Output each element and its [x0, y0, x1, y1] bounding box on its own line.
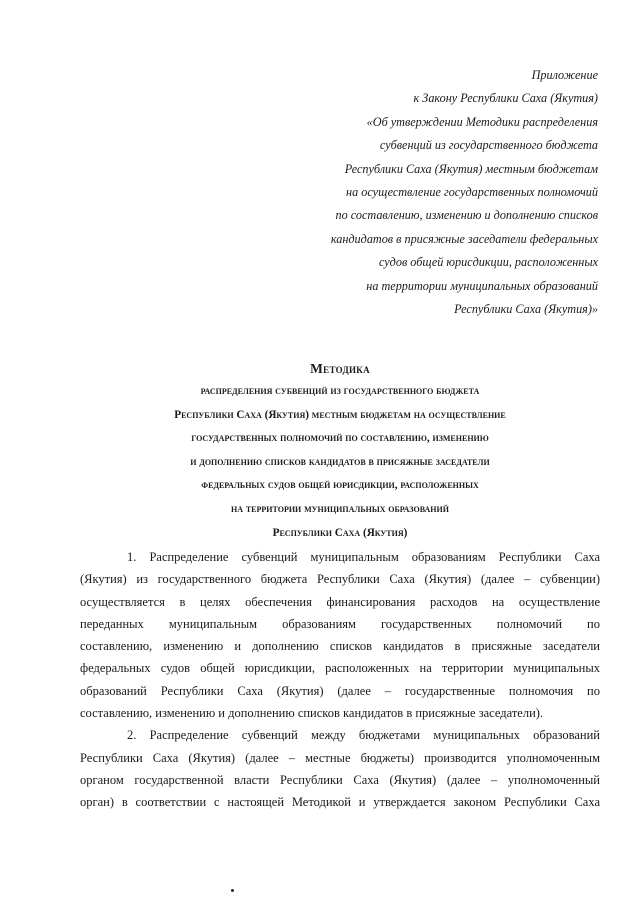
document-subtitle [80, 380, 600, 545]
appendix-line: Республики Саха (Якутия) местным бюджетам [344, 161, 598, 176]
paragraph-2-line: органом государственной власти Республики Саха (Якутия) (далее – уполномоченный [80, 772, 600, 787]
document-title: Методика [310, 361, 370, 376]
appendix-line: Республики Саха (Якутия)» [454, 302, 598, 317]
appendix-line: к Закону Республики Саха (Якутия) [413, 91, 598, 106]
subtitle-line: федеральных судов общей юрисдикции, расположенных [201, 479, 479, 492]
scan-speck [231, 889, 234, 892]
subtitle-line: государственных полномочий по составлению, изменению [191, 432, 489, 445]
paragraph-1-line: осуществляется в целях обеспечения финансирования расходов на осуществление [80, 594, 600, 609]
appendix-line: субвенций из государственного бюджета [379, 138, 598, 153]
appendix-line: «Об утверждении Методики распределения [366, 114, 598, 129]
appendix-line: по составлению, изменению и дополнению списков [335, 208, 598, 223]
paragraph-1-line: образований Республики Саха (Якутия) (далее – государственные полномочия по [80, 683, 600, 698]
paragraph-2-line: Республики Саха (Якутия) (далее – местные бюджеты) производится уполномоченным [80, 750, 600, 765]
appendix-line: кандидатов в присяжные заседатели федеральных [330, 231, 598, 246]
appendix-line: на осуществление государственных полномочий [346, 185, 598, 200]
paragraph-2-line: 2. Распределение субвенций между бюджетами муниципальных образований [127, 728, 600, 743]
document-body [80, 546, 600, 814]
subtitle-line: на территории муниципальных образований [231, 502, 449, 515]
paragraph-1-line: федеральных судов общей юрисдикции, расположенных на территории муниципальных [80, 661, 600, 676]
appendix-line: судов общей юрисдикции, расположенных [378, 255, 598, 270]
paragraph-1-line: 1. Распределение субвенций муниципальным образованиям Республики Саха [127, 550, 600, 564]
subtitle-line: и дополнению списков кандидатов в присяжные заседатели [190, 455, 490, 468]
subtitle-line: Республики Саха (Якутия) [272, 526, 408, 539]
paragraph-1-line: составлению, изменению и дополнению списков кандидатов в присяжные заседатели). [80, 706, 544, 721]
paragraph-1-line: составлению, изменению и дополнению списков кандидатов в присяжные заседатели [80, 639, 600, 654]
appendix-line: Приложение [531, 68, 598, 82]
subtitle-line: Республики Саха (Якутия) местным бюджетам на осуществление [174, 408, 506, 421]
document-title-block [80, 358, 600, 545]
appendix-line: на территории муниципальных образований [366, 278, 598, 293]
paragraph-1-line: переданных муниципальным образованиям государственных полномочий по [80, 616, 600, 631]
paragraph-1-line: (Якутия) из государственного бюджета Республики Саха (Якутия) (далее – субвенции) [80, 572, 600, 587]
paragraph-2-line: орган) в соответствии с настоящей Методикой и утверждается законом Республики Саха [80, 795, 600, 810]
appendix-header [268, 64, 598, 321]
subtitle-line: распределения субвенций из государственного бюджета [200, 385, 480, 397]
